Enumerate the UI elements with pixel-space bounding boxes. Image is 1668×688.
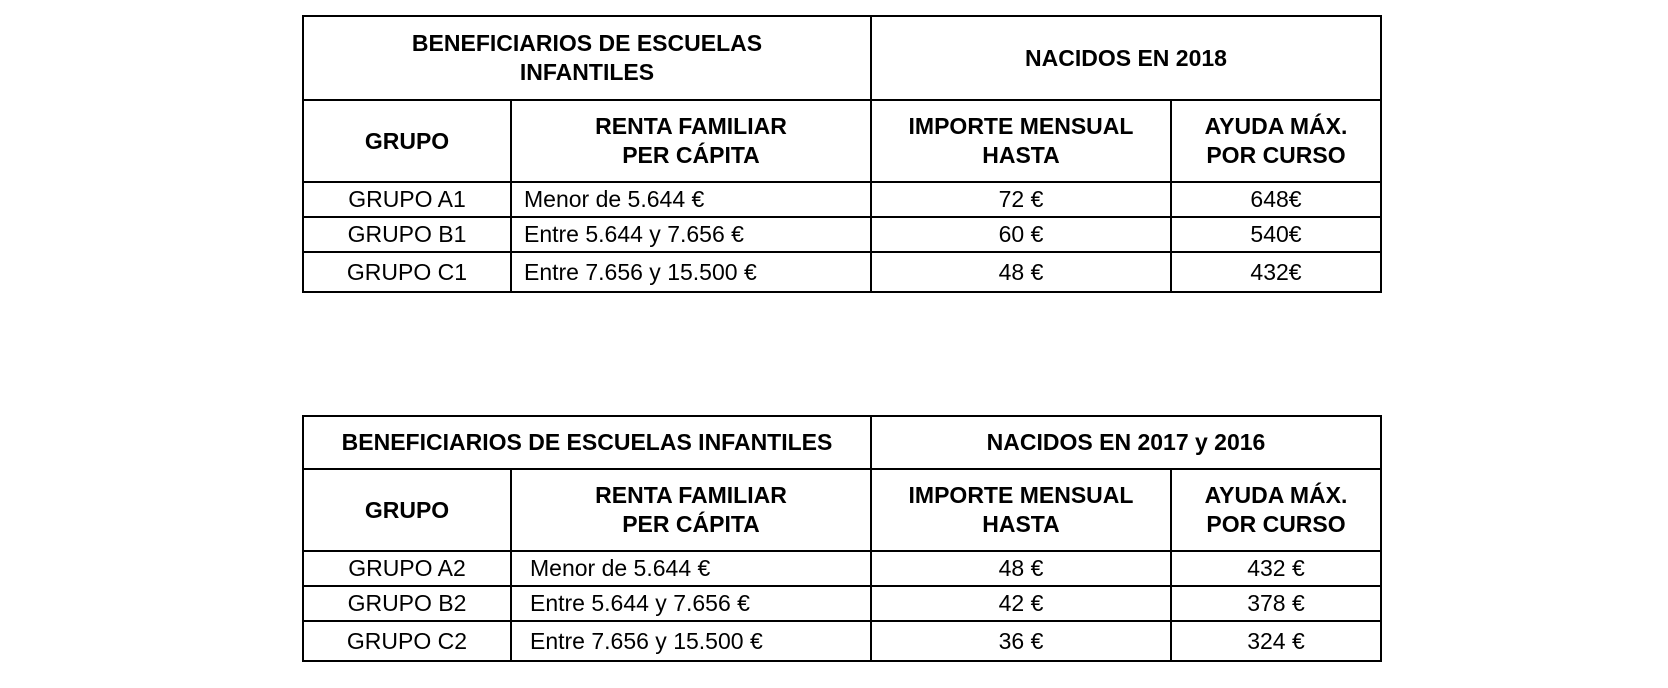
cell-importe: 48 € xyxy=(871,252,1171,292)
table-row xyxy=(303,621,1381,661)
cell-ayuda: 432€ xyxy=(1171,252,1381,292)
column-header-importe: IMPORTE MENSUAL HASTA xyxy=(871,100,1171,182)
cell-grupo: GRUPO A1 xyxy=(303,182,511,217)
header-nacidos: NACIDOS EN 2017 y 2016 xyxy=(871,416,1381,469)
cell-renta: Entre 5.644 y 7.656 € xyxy=(511,217,871,252)
cell-importe: 42 € xyxy=(871,586,1171,621)
cell-ayuda: 540€ xyxy=(1171,217,1381,252)
cell-grupo: GRUPO B1 xyxy=(303,217,511,252)
cell-grupo: GRUPO A2 xyxy=(303,551,511,586)
table-title-row xyxy=(303,16,1381,100)
header-nacidos: NACIDOS EN 2018 xyxy=(871,16,1381,100)
cell-renta: Menor de 5.644 € xyxy=(511,182,871,217)
column-header-ayuda: AYUDA MÁX. POR CURSO xyxy=(1171,469,1381,551)
column-header-ayuda: AYUDA MÁX. POR CURSO xyxy=(1171,100,1381,182)
table-row xyxy=(303,217,1381,252)
cell-grupo: GRUPO C1 xyxy=(303,252,511,292)
cell-ayuda: 432 € xyxy=(1171,551,1381,586)
column-header-row xyxy=(303,469,1381,551)
cell-importe: 36 € xyxy=(871,621,1171,661)
column-header-renta: RENTA FAMILIAR PER CÁPITA xyxy=(511,100,871,182)
cell-renta: Menor de 5.644 € xyxy=(511,551,871,586)
cell-grupo: GRUPO B2 xyxy=(303,586,511,621)
cell-renta: Entre 5.644 y 7.656 € xyxy=(511,586,871,621)
cell-ayuda: 324 € xyxy=(1171,621,1381,661)
cell-importe: 48 € xyxy=(871,551,1171,586)
column-header-grupo: GRUPO xyxy=(303,469,511,551)
column-header-row xyxy=(303,100,1381,182)
cell-importe: 60 € xyxy=(871,217,1171,252)
table-nacidos-2018 xyxy=(302,15,1382,293)
table-nacidos-2017-2016 xyxy=(302,415,1382,662)
table-title-row xyxy=(303,416,1381,469)
header-beneficiarios: BENEFICIARIOS DE ESCUELAS INFANTILES xyxy=(303,416,871,469)
table-row xyxy=(303,551,1381,586)
cell-grupo: GRUPO C2 xyxy=(303,621,511,661)
column-header-grupo: GRUPO xyxy=(303,100,511,182)
cell-importe: 72 € xyxy=(871,182,1171,217)
table-row xyxy=(303,586,1381,621)
column-header-importe: IMPORTE MENSUAL HASTA xyxy=(871,469,1171,551)
cell-renta: Entre 7.656 y 15.500 € xyxy=(511,252,871,292)
header-beneficiarios: BENEFICIARIOS DE ESCUELAS INFANTILES xyxy=(303,16,871,100)
cell-ayuda: 648€ xyxy=(1171,182,1381,217)
table-row xyxy=(303,252,1381,292)
column-header-renta: RENTA FAMILIAR PER CÁPITA xyxy=(511,469,871,551)
cell-ayuda: 378 € xyxy=(1171,586,1381,621)
cell-renta: Entre 7.656 y 15.500 € xyxy=(511,621,871,661)
table-row xyxy=(303,182,1381,217)
